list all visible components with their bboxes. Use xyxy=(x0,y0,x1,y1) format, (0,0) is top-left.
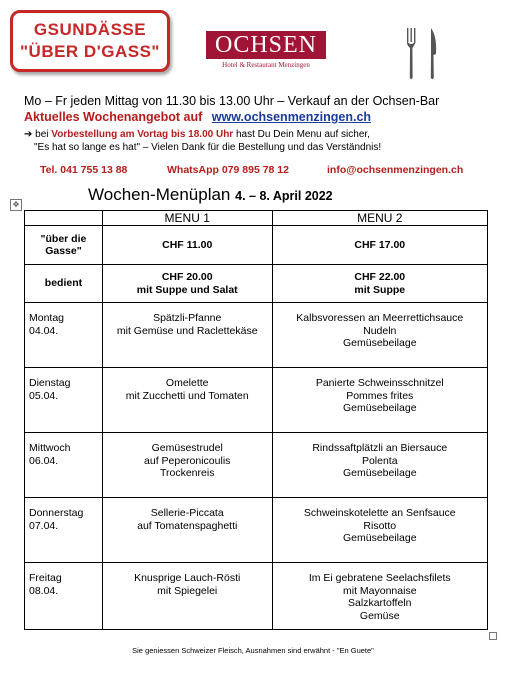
table-row xyxy=(25,563,488,630)
phone-number: Tel. 041 755 13 88 xyxy=(40,164,128,176)
weekly-offer-line xyxy=(24,110,371,124)
day-cell: Donnerstag 07.04. xyxy=(25,498,103,563)
intro-text: Mo – Fr jeden Mittag von 11.30 bis 13.00 Uhr – Verkauf an der Ochsen-Bar xyxy=(24,94,440,108)
menu-2-dish: Kalbsvoressen an Meerrettichsauce Nudeln Gemüsebeilage xyxy=(272,303,487,368)
table-resize-handle[interactable] xyxy=(489,632,497,640)
menu-1-dish: Gemüsestrudel auf Peperonicoulis Trockenreis xyxy=(102,433,272,498)
menu-1-dish: Spätzli-Pfanne mit Gemüse und Raclettekäse xyxy=(102,303,272,368)
price-cell: CHF 20.00 mit Suppe und Salat xyxy=(102,265,272,303)
price-label: bedient xyxy=(25,265,103,303)
website-link[interactable]: www.ochsenmenzingen.ch xyxy=(211,110,372,124)
stamp-line-1: GSUNDÄSSE xyxy=(33,20,147,39)
price-label: "über die Gasse" xyxy=(25,226,103,265)
day-cell: Freitag 08.04. xyxy=(25,563,103,630)
day-cell: Dienstag 05.04. xyxy=(25,368,103,433)
move-anchor-icon[interactable]: ✥ xyxy=(10,199,22,211)
day-cell: Mittwoch 06.04. xyxy=(25,433,103,498)
table-row xyxy=(25,303,488,368)
preorder-note-line-2: "Es hat so lange es hat" – Vielen Dank für die Bestellung und das Verständnis! xyxy=(34,142,382,153)
price-cell: CHF 11.00 xyxy=(102,226,272,265)
day-cell: Montag 04.04. xyxy=(25,303,103,368)
table-row xyxy=(25,433,488,498)
table-row xyxy=(25,498,488,563)
preorder-deadline: Vorbestellung am Vortag bis 18.00 Uhr xyxy=(51,129,234,140)
weekly-offer-label: Aktuelles Wochenangebot auf xyxy=(24,110,203,124)
ochsen-logo-subtitle: Hotel & Restaurant Menzingen xyxy=(222,61,310,69)
menu-2-dish: Rindssaftplätzli an Biersauce Polenta Gemüsebeilage xyxy=(272,433,487,498)
menu-1-dish: Omelette mit Zucchetti und Tomaten xyxy=(102,368,272,433)
page-title xyxy=(88,185,333,205)
footer-note: Sie geniessen Schweizer Fleisch, Ausnahmen sind erwähnt - "En Guete" xyxy=(132,646,374,655)
arrow-icon: ➔ xyxy=(24,129,33,140)
menu-1-dish: Sellerie-Piccata auf Tomatenspaghetti xyxy=(102,498,272,563)
price-row-takeaway xyxy=(25,226,488,265)
title-dates: 4. – 8. April 2022 xyxy=(235,189,333,203)
header-menu-2: MENU 2 xyxy=(272,211,487,226)
table-header-row xyxy=(25,211,488,226)
cutlery-icon xyxy=(404,26,440,82)
menu-2-dish: Im Ei gebratene Seelachsfilets mit Mayonnaise Salzkartoffeln Gemüse xyxy=(272,563,487,630)
menu-2-dish: Panierte Schweinsschnitzel Pommes frites Gemüsebeilage xyxy=(272,368,487,433)
gsundaesse-stamp-logo xyxy=(10,10,170,72)
stamp-line-2: "ÜBER D'GASS" xyxy=(19,42,160,61)
price-row-served xyxy=(25,265,488,303)
menu-table xyxy=(24,210,488,630)
menu-2-dish: Schweinskotelette an Senfsauce Risotto Gemüsebeilage xyxy=(272,498,487,563)
whatsapp-number: WhatsApp 079 895 78 12 xyxy=(167,164,289,176)
preorder-note: ➔ bei Vorbestellung am Vortag bis 18.00 Uhr hast Du Dein Menu auf sicher, "Es hat so lange es hat" – Vielen Dank für die Bestellung und das Verständnis! xyxy=(24,129,382,153)
ochsen-logo: OCHSEN xyxy=(206,31,326,59)
price-cell: CHF 17.00 xyxy=(272,226,487,265)
menu-1-dish: Knusprige Lauch-Rösti mit Spiegelei xyxy=(102,563,272,630)
email-link[interactable]: info@ochsenmenzingen.ch xyxy=(327,164,464,176)
price-cell: CHF 22.00 mit Suppe xyxy=(272,265,487,303)
title-text: Wochen-Menüplan xyxy=(88,185,231,204)
table-row xyxy=(25,368,488,433)
header-menu-1: MENU 1 xyxy=(102,211,272,226)
